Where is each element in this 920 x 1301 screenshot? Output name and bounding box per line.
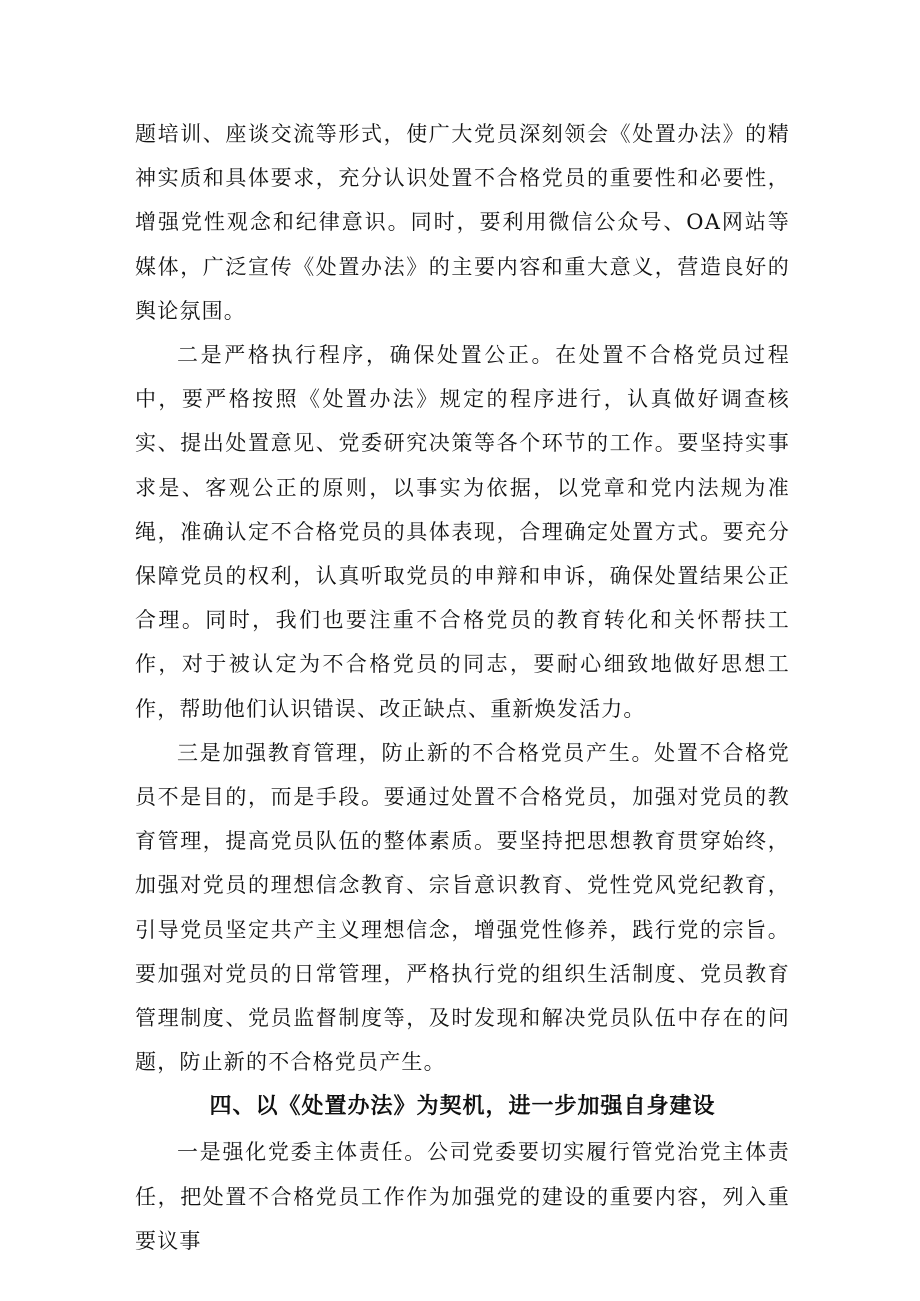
paragraph-continuation: 题培训、座谈交流等形式，使广大党员深刻领会《处置办法》的精神实质和具体要求，充分认识处置不合格党员的重要性和必要性，增强党性观念和纪律意识。同时，要利用微信公众号、OA网站等媒体，广泛宣传《处置办法》的主要内容和重大意义，营造良好的舆论氛围。 [135,122,790,323]
paragraph-education-management: 三是加强教育管理，防止新的不合格党员产生。处置不合格党员不是目的，而是手段。要通过处置不合格党员，加强对党员的教育管理，提高党员队伍的整体素质。要坚持把思想教育贯穿始终，加强对党员的理想信念教育、宗旨意识教育、党性党风党纪教育，引导党员坚定共产主义理想信念，增强党性修养，践行党的宗旨。要加强对党员的日常管理，严格执行党的组织生活制度、党员教育管理制度、党员监督制度等，及时发现和解决党员队伍中存在的问题，防止新的不合格党员产生。 [135,740,790,1075]
paragraph-strict-procedure: 二是严格执行程序，确保处置公正。在处置不合格党员过程中，要严格按照《处置办法》规定的程序进行，认真做好调查核实、提出处置意见、党委研究决策等各个环节的工作。要坚持实事求是、客观公正的原则，以事实为依据，以党章和党内法规为准绳，准确认定不合格党员的具体表现，合理确定处置方式。要充分保障党员的权利，认真听取党员的申辩和申诉，确保处置结果公正合理。同时，我们也要注重不合格党员的教育转化和关怀帮扶工作，对于被认定为不合格党员的同志，要耐心细致地做好思想工作，帮助他们认识错误、改正缺点、重新焕发活力。 [135,343,790,721]
document-body [135,112,790,1263]
paragraph-party-committee-responsibility: 一是强化党委主体责任。公司党委要切实履行管党治党主体责任，把处置不合格党员工作作为加强党的建设的重要内容，列入重要议事 [135,1140,790,1253]
section-heading: 四、以《处置办法》为契机，进一步加强自身建设 [209,1094,716,1120]
